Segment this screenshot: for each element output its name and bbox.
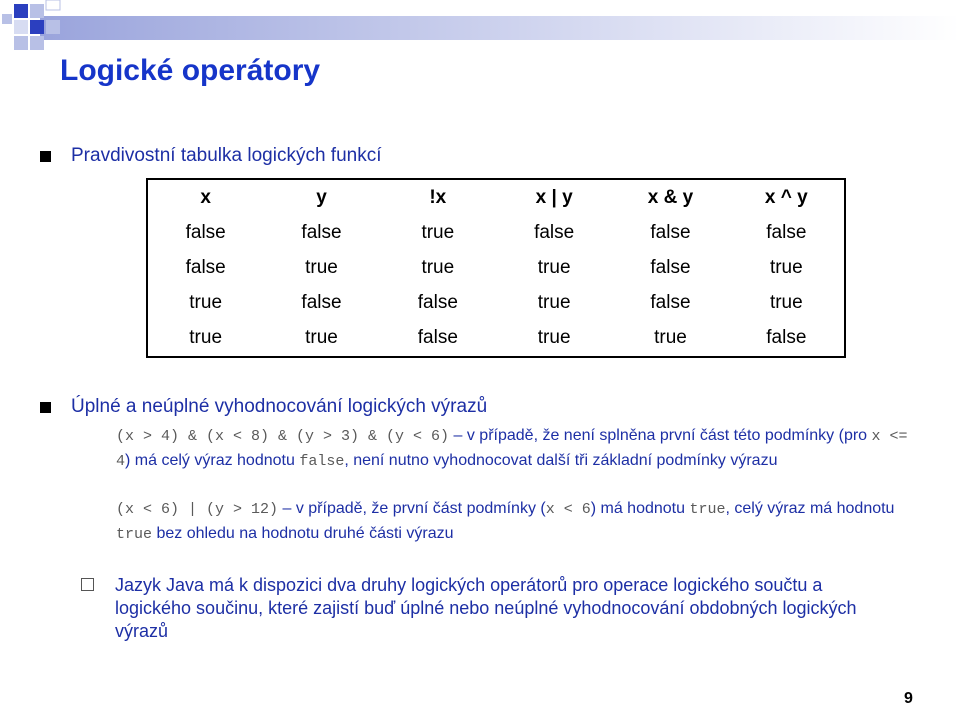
deco-square [30, 20, 44, 34]
table-cell: true [305, 256, 338, 278]
table-row [147, 285, 845, 320]
table-cell: false [534, 221, 575, 243]
table-cell: true [537, 292, 571, 314]
table-cell: true [537, 256, 571, 278]
deco-square [2, 14, 12, 24]
column-header-or: x | y [535, 186, 573, 208]
table-row [147, 250, 845, 285]
code-value: true [116, 526, 153, 543]
code-expression: (x < 6) | (y > 12) [116, 501, 279, 518]
table-cell: true [189, 292, 223, 314]
deco-square [30, 36, 44, 50]
example-text: – v případě, že první část podmínky ( [278, 500, 546, 517]
example-text: – v případě, že není splněna první část této podmínky (pro [449, 427, 872, 444]
note-paragraph: Jazyk Java má k dispozici dva druhy logických operátorů pro operace logického součtu a logického součinu, které zajistí buď úplné nebo neúplné vyhodnocování obdobných logických výrazů [115, 575, 857, 641]
evaluation-example-and [116, 424, 916, 474]
column-header-not-x: !x [429, 186, 447, 208]
table-cell: true [769, 256, 803, 278]
example-text: ) má hodnotu [590, 500, 690, 517]
code-expression: (x > 4) & (x < 8) & (y > 3) & (y < 6) [116, 428, 450, 445]
table-cell: true [769, 292, 803, 314]
example-text: , celý výraz má hodnotu [725, 500, 895, 517]
hollow-bullet-icon [81, 578, 94, 591]
section-heading-truth-table: Pravdivostní tabulka logických funkcí [71, 145, 382, 166]
table-cell: true [537, 327, 571, 349]
deco-square [30, 4, 44, 18]
table-cell: true [654, 327, 687, 349]
code-value: false [299, 453, 345, 470]
table-cell: false [766, 221, 807, 243]
bullet-icon [40, 151, 51, 162]
header-decoration [0, 0, 960, 56]
table-cell: false [301, 221, 342, 243]
example-text: ) má celý výraz hodnotu [125, 452, 300, 469]
column-header-y: y [316, 186, 327, 208]
header-gradient-stripe [40, 16, 960, 40]
table-cell: false [417, 327, 458, 349]
table-cell: false [650, 256, 691, 278]
code-condition: x <= 4 [116, 428, 908, 470]
deco-square [14, 20, 28, 34]
example-text: , není nutno vyhodnocovat další tři základní podmínky výrazu [344, 452, 778, 469]
code-condition: x < 6 [545, 501, 591, 518]
table-cell: true [305, 327, 338, 349]
table-header-row [147, 179, 845, 215]
deco-square [14, 36, 28, 50]
table-cell: false [417, 292, 458, 314]
column-header-x: x [200, 186, 211, 208]
page-number: 9 [904, 690, 913, 707]
table-cell: true [421, 256, 455, 278]
table-cell: false [650, 221, 691, 243]
truth-table [146, 178, 846, 358]
evaluation-example-or [116, 497, 916, 547]
deco-square [14, 4, 28, 18]
table-row [147, 215, 845, 250]
table-cell: false [766, 327, 807, 349]
code-value: true [689, 501, 726, 518]
slide-title: Logické operátory [60, 54, 321, 87]
column-header-and: x & y [647, 186, 694, 208]
table-cell: false [185, 256, 226, 278]
section-heading-evaluation: Úplné a neúplné vyhodnocování logických výrazů [71, 396, 488, 417]
table-cell: false [301, 292, 342, 314]
table-row [147, 321, 845, 357]
example-text: bez ohledu na hodnotu druhé části výrazu [152, 525, 454, 542]
table-cell: true [421, 221, 455, 243]
table-cell: true [189, 327, 223, 349]
column-header-xor: x ^ y [764, 186, 808, 208]
table-cell: false [185, 221, 226, 243]
bullet-icon [40, 402, 51, 413]
deco-square [46, 0, 60, 10]
table-cell: false [650, 292, 691, 314]
deco-square [46, 20, 60, 34]
